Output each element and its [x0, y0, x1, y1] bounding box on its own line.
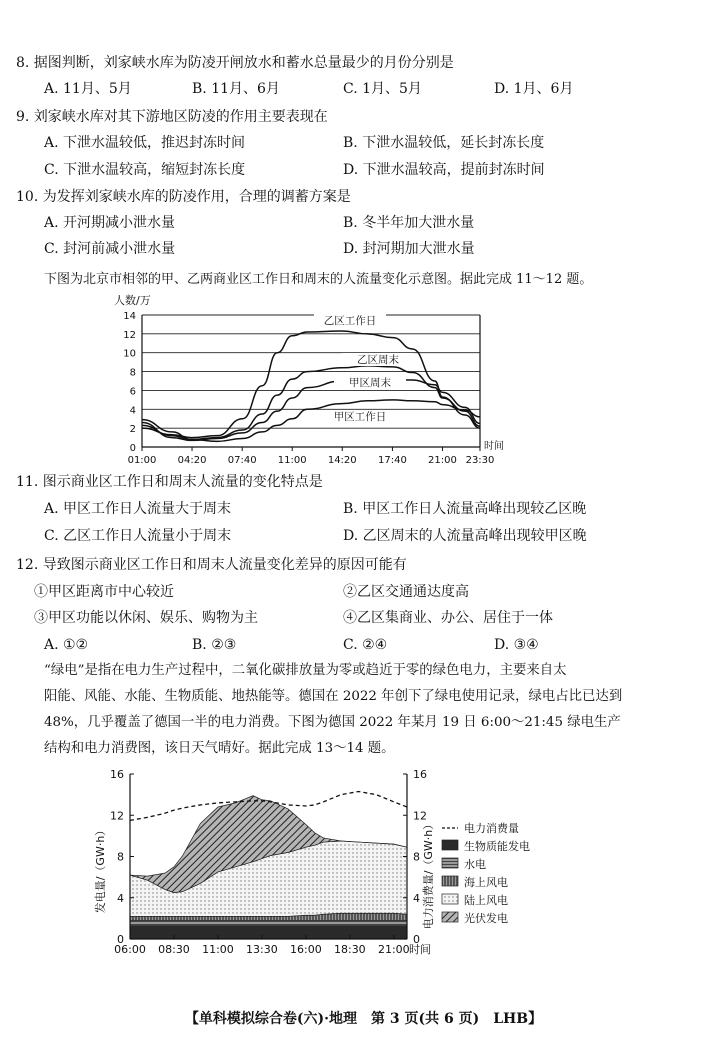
q10-option-b: B. 冬半年加大泄水量: [343, 215, 475, 231]
x-tick-label: 14:20: [327, 455, 357, 466]
x-tick-label: 07:40: [227, 455, 257, 466]
y-tick-label: 4: [117, 891, 124, 905]
area-1: [130, 920, 407, 925]
legend-label: 电力消费量: [464, 822, 519, 835]
q12-option-b: B. ②③: [192, 637, 237, 653]
q10-stem: 10. 为发挥刘家峡水库的防凌作用，合理的调蓄方案是: [16, 189, 351, 205]
pedestrian-flow-chart: [110, 290, 520, 470]
q8-option-b: B. 11月、6月: [192, 81, 280, 97]
q12-option-c: C. ②④: [343, 637, 388, 653]
legend-label: 生物质能发电: [464, 840, 530, 853]
q11-option-d: D. 乙区周末的人流量高峰出现较甲区晚: [343, 528, 587, 544]
q9-option-c: C. 下泄水温较高，缩短封冻长度: [44, 162, 246, 178]
page-footer: 【单科模拟综合卷(六)·地理 第 3 页(共 6 页) LHB】: [184, 1011, 543, 1027]
x-tick-label: 11:00: [202, 943, 234, 956]
y-tick-label: 0: [129, 443, 136, 454]
y-axis-label: 发电量/（GW·h）: [94, 824, 107, 914]
legend-label: 光伏发电: [464, 912, 508, 925]
y-tick-label: 12: [123, 329, 136, 341]
q11-option-a: A. 甲区工作日人流量大于周末: [44, 501, 232, 517]
x-tick-label: 04:20: [177, 455, 207, 466]
y-tick-label: 0: [117, 933, 124, 946]
para-line-2: 阳能、风能、水能、生物质能、地热能等。德国在 2022 年创下了绿电使用记录，绿电占比已达到: [44, 689, 623, 704]
q12-item-3: ③甲区功能以休闲、娱乐、购物为主: [34, 610, 258, 626]
q10-option-c: C. 封河前减小泄水量: [44, 241, 176, 257]
q12-item-2: ②乙区交通通达度高: [343, 584, 469, 600]
x-tick-label: 06:00: [114, 943, 146, 956]
green-power-chart: [80, 764, 560, 964]
y2-axis-label: 电力消费量/（GW·h）: [422, 818, 435, 930]
y2-tick-label: 4: [413, 891, 420, 905]
legend-swatch: [442, 894, 458, 904]
series-line-3: [142, 400, 480, 441]
para-line-3: 48%，几乎覆盖了德国一半的电力消费。下图为德国 2022 年某月 19 日 6:00～21:45 绿电生产: [44, 715, 621, 730]
legend-swatch: [442, 858, 458, 868]
x-tick-label: 01:00: [127, 455, 157, 466]
y-tick-label: 8: [129, 367, 136, 379]
y2-tick-label: 0: [413, 933, 420, 946]
q12-option-d: D. ③④: [494, 637, 539, 653]
legend-swatch: [442, 840, 458, 850]
y-tick-label: 8: [117, 850, 124, 864]
x-axis-label: 时间: [409, 943, 431, 956]
q8-option-a: A. 11月、5月: [44, 81, 132, 97]
q11-option-b: B. 甲区工作日人流量高峰出现较乙区晚: [343, 501, 587, 517]
x-tick-label: 21:00: [428, 455, 457, 466]
x-tick-label: 11:00: [277, 455, 307, 466]
para-line-4: 结构和电力消费图，该日天气晴好。据此完成 13～14 题。: [44, 741, 395, 756]
q11-option-c: C. 乙区工作日人流量小于周末: [44, 528, 232, 544]
y2-tick-label: 12: [413, 809, 427, 823]
y-tick-label: 6: [129, 386, 136, 398]
x-tick-label: 21:00: [377, 943, 410, 956]
x-tick-label: 23:30: [465, 455, 495, 466]
q9-option-b: B. 下泄水温较低，延长封冻长度: [343, 135, 545, 151]
x-axis-label: 时间: [484, 441, 504, 452]
x-tick-label: 18:30: [333, 943, 366, 956]
legend-label: 水电: [464, 858, 486, 871]
q12-option-a: A. ①②: [44, 637, 89, 653]
q12-item-4: ④乙区集商业、办公、居住于一体: [343, 610, 553, 626]
y2-tick-label: 16: [413, 768, 427, 781]
legend-swatch: [442, 876, 458, 886]
y-tick-label: 4: [129, 405, 136, 417]
para-line-1: “绿电”是指在电力生产过程中，二氧化碳排放量为零或趋近于零的绿色电力，主要来自太: [44, 663, 567, 678]
y-tick-label: 10: [123, 348, 136, 360]
x-tick-label: 13:30: [246, 943, 278, 956]
y-tick-label: 2: [129, 424, 136, 436]
x-tick-label: 17:40: [378, 455, 407, 466]
q9-option-d: D. 下泄水温较高，提前封冻时间: [343, 162, 545, 178]
y-tick-label: 16: [110, 768, 124, 781]
q10-option-d: D. 封河期加大泄水量: [343, 241, 475, 257]
q8-option-c: C. 1月、5月: [343, 81, 422, 97]
series-label: 甲区工作日: [333, 411, 387, 423]
series-label: 乙区工作日: [323, 315, 377, 327]
q12-stem: 12. 导致图示商业区工作日和周末人流量变化差异的原因可能有: [16, 557, 407, 573]
y-tick-label: 14: [123, 311, 136, 322]
q10-option-a: A. 开河期减小泄水量: [44, 215, 176, 231]
legend-label: 陆上风电: [464, 894, 508, 907]
area-0: [130, 926, 407, 939]
q9-stem: 9. 刘家峡水库对其下游地区防凌的作用主要表现在: [16, 109, 328, 125]
y2-tick-label: 8: [413, 850, 420, 864]
q9-option-a: A. 下泄水温较低，推迟封冻时间: [44, 135, 246, 151]
q8-stem: 8. 据图判断，刘家峡水库为防凌开闸放水和蓄水总量最少的月份分别是: [16, 55, 454, 71]
series-label: 甲区周末: [349, 377, 391, 389]
y-tick-label: 12: [110, 809, 124, 823]
q8-option-d: D. 1月、6月: [494, 81, 574, 97]
green-power-paragraph: [44, 658, 704, 762]
x-tick-label: 16:00: [290, 943, 322, 956]
q11-stem: 11. 图示商业区工作日和周末人流量的变化特点是: [16, 474, 323, 490]
legend-swatch: [442, 912, 458, 922]
chart1-intro: 下图为北京市相邻的甲、乙两商业区工作日和周末的人流量变化示意图。据此完成 11～12 题。: [44, 272, 593, 287]
x-tick-label: 08:30: [158, 943, 190, 956]
series-label: 乙区周末: [357, 354, 399, 366]
legend: [442, 821, 530, 925]
legend-label: 海上风电: [464, 876, 508, 889]
y-axis-label: 人数/万: [114, 294, 151, 307]
q12-item-1: ①甲区距离市中心较近: [34, 584, 174, 600]
